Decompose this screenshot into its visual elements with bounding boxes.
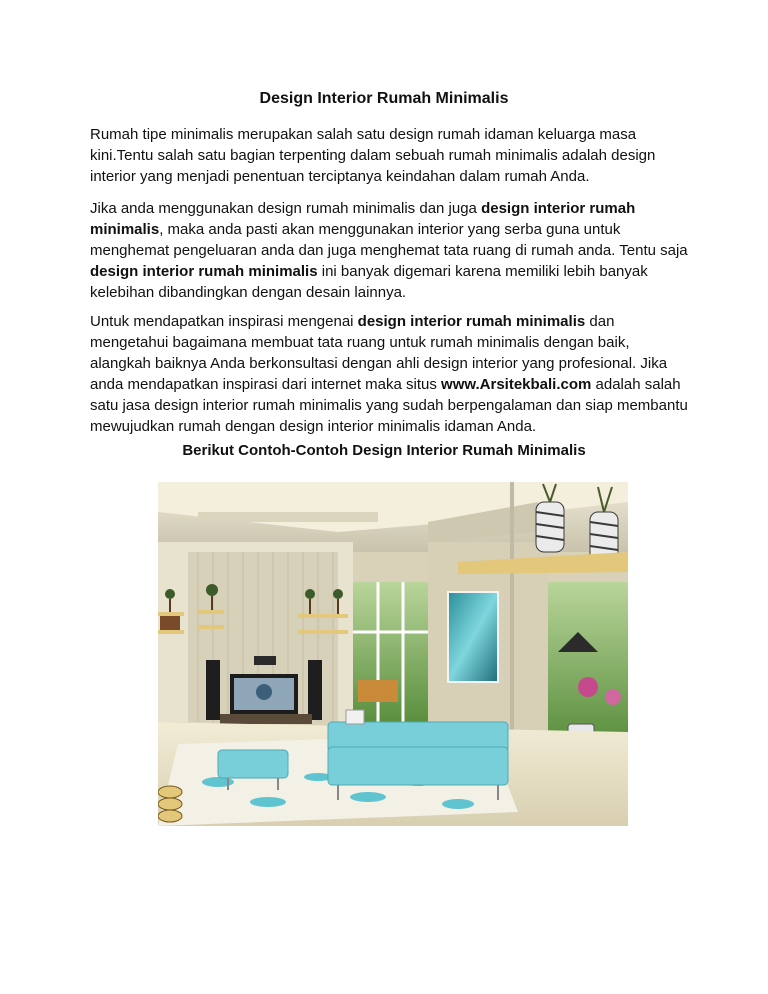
paragraph-3-run-2: dan mengetahui bagaimana membuat tata ruang untuk rumah minimalis dengan baik, alangkah baiknya Anda berkonsultasi dengan ahli design interior yang profesional. Jika anda mendapatkan inspirasi dari internet maka situs xyxy=(90,313,668,393)
paragraph-1 xyxy=(90,124,690,187)
paragraph-2-run-3: ini banyak digemari karena memiliki lebih banyak kelebihan dibandingkan dengan desain lainnya. xyxy=(90,263,648,301)
document-title: Design Interior Rumah Minimalis xyxy=(259,90,509,107)
paragraph-3-text xyxy=(90,311,690,437)
paragraph-2-run-1: Jika anda menggunakan design rumah minimalis dan juga xyxy=(90,200,482,217)
paragraph-2-bold-1: design interior rumah minimalis xyxy=(90,200,636,238)
paragraph-3-run-1: Untuk mendapatkan inspirasi mengenai xyxy=(90,313,358,330)
paragraph-3 xyxy=(90,311,690,437)
gallery-subtitle: Berikut Contoh-Contoh Design Interior Rumah Minimalis xyxy=(182,442,586,459)
paragraph-3-run-3: adalah salah satu jasa design interior rumah minimalis yang sudah berpengalaman dan siap membantu mewujudkan rumah dengan design interior minimalis idaman Anda. xyxy=(90,376,688,435)
paragraph-3-website: www.Arsitekbali.com xyxy=(441,376,592,393)
paragraph-1-text: Rumah tipe minimalis merupakan salah satu design rumah idaman keluarga masa kini.Tentu salah satu bagian terpenting dalam sebuah rumah minimalis adalah design interior yang menjadi penentuan terciptanya keindahan dalam rumah Anda. xyxy=(90,126,656,185)
paragraph-2-run-2: , maka anda pasti akan menggunakan interior yang serba guna untuk menghemat pengeluaran anda dan juga menghemat tata ruang di rumah anda. Tentu saja xyxy=(90,221,688,259)
interior-photo-illustration xyxy=(158,482,628,826)
interior-photo xyxy=(158,482,628,826)
paragraph-2-bold-2: design interior rumah minimalis xyxy=(90,263,318,280)
paragraph-3-bold-1: design interior rumah minimalis xyxy=(357,313,586,330)
paragraph-2-text xyxy=(90,198,690,303)
paragraph-2 xyxy=(90,198,690,303)
